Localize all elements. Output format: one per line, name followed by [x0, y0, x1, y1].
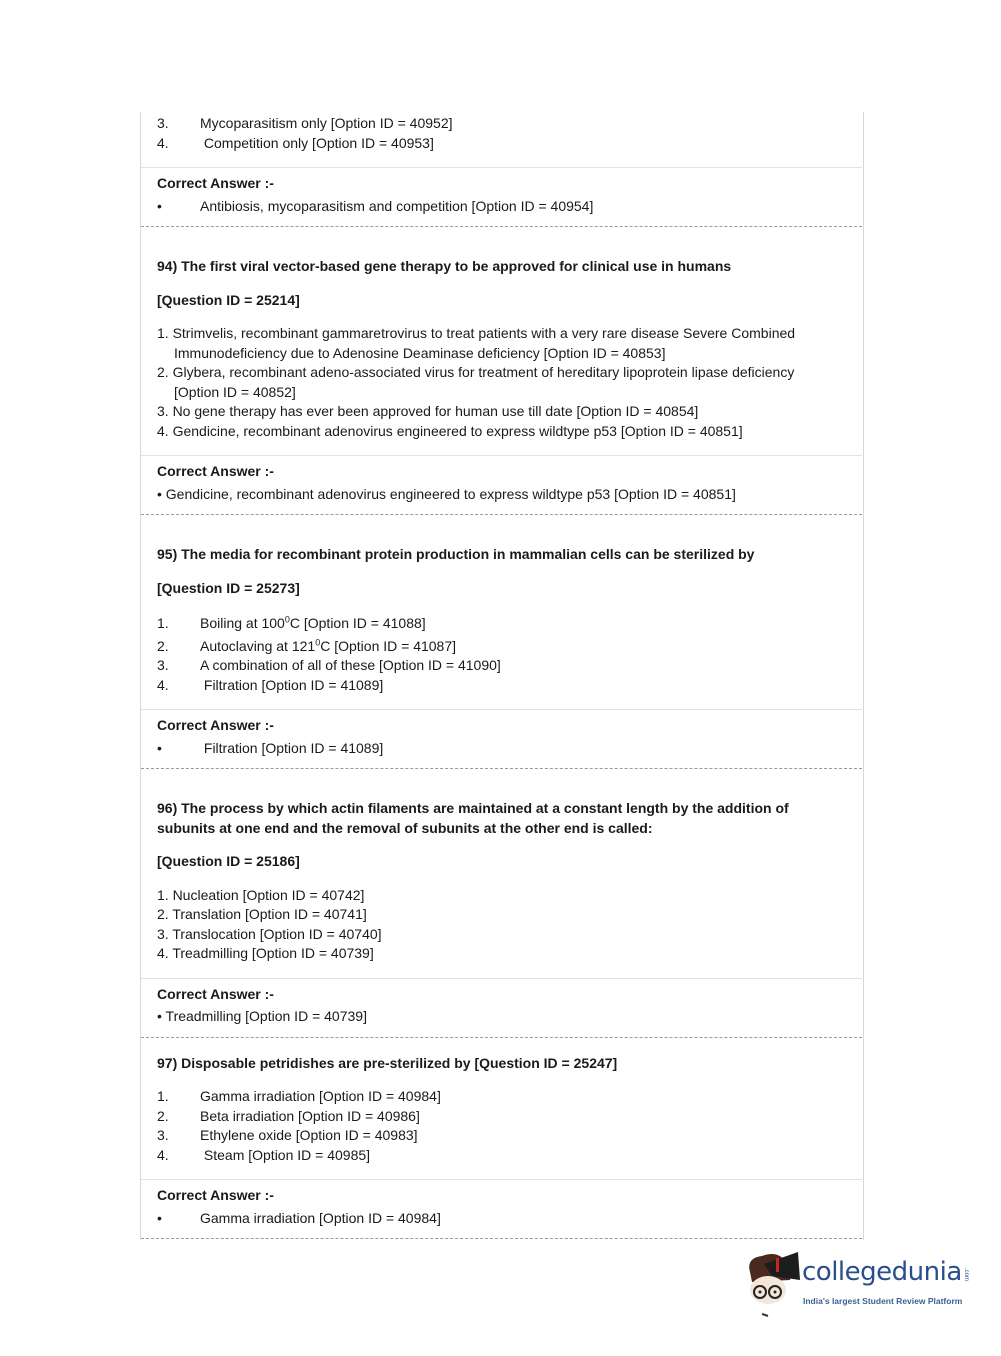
q93-options	[157, 114, 847, 153]
option-text: C [Option ID = 41088]	[289, 615, 426, 631]
question-title: 94) The first viral vector-based gene therapy to be approved for clinical use in humans	[157, 258, 732, 274]
logo-tagline: India's largest Student Review Platform	[803, 1296, 963, 1306]
logo-wordmark-group	[802, 1256, 969, 1288]
option-number: 4.	[157, 1146, 169, 1163]
option: 3. Translocation [Option ID = 40740]	[157, 925, 382, 942]
option: 1. Nucleation [Option ID = 40742]	[157, 886, 365, 903]
option-number: 3.	[157, 657, 169, 673]
option: 4. Gendicine, recombinant adenovirus engineered to express wildtype p53 [Option ID = 40851]	[157, 422, 743, 439]
option-text: Filtration [Option ID = 41089]	[200, 676, 384, 693]
option-text: A combination of all of these [Option ID = 41090]	[200, 657, 501, 673]
answer-label: Correct Answer :-	[157, 985, 274, 1002]
answer-label: Correct Answer :-	[157, 175, 274, 191]
option-text: Steam [Option ID = 40985]	[200, 1146, 371, 1163]
option-number: 2.	[157, 637, 169, 654]
mascot-icon	[742, 1250, 802, 1320]
q97-options	[157, 1087, 847, 1165]
degree-sup: 0	[284, 614, 290, 625]
option-text: Boiling at 100	[200, 615, 285, 631]
logo-wordmark: collegedunia	[802, 1257, 962, 1287]
option	[157, 1107, 847, 1127]
option-number: 2.	[157, 1107, 169, 1124]
option	[157, 1126, 847, 1146]
question-flow	[157, 114, 847, 1239]
option	[157, 637, 847, 657]
question-id: [Question ID = 25186]	[157, 853, 300, 869]
option-text: C [Option ID = 41087]	[320, 637, 457, 654]
option	[157, 656, 847, 676]
option-number: 3.	[157, 115, 169, 131]
option: 4. Treadmilling [Option ID = 40739]	[157, 945, 374, 961]
answer-text: • Treadmilling [Option ID = 40739]	[157, 1008, 367, 1024]
q97-answer	[157, 1186, 847, 1228]
option: 2. Translation [Option ID = 40741]	[157, 906, 367, 922]
option-number: 3.	[157, 1127, 169, 1143]
divider	[141, 1238, 862, 1239]
option	[157, 114, 847, 134]
q95-answer	[157, 716, 847, 758]
option: 1. Strimvelis, recombinant gammaretrovirus to treat patients with a very rare disease Severe Combined Immunodeficiency due to Adenosine Deaminase deficiency [Option ID = 40853]	[157, 325, 796, 361]
question-title: 95) The media for recombinant protein production in mammalian cells can be sterilized by	[157, 546, 755, 562]
question-title: 96) The process by which actin filaments are maintained at a constant length by the addition of subunits at one end and the removal of subunits at the other end is called:	[157, 800, 789, 836]
answer-text: Gamma irradiation [Option ID = 40984]	[200, 1209, 441, 1226]
q95-options	[157, 614, 847, 695]
answer-label: Correct Answer :-	[157, 463, 274, 479]
option: 3. No gene therapy has ever been approved for human use till date [Option ID = 40854]	[157, 403, 699, 419]
option-text: Beta irradiation [Option ID = 40986]	[200, 1107, 420, 1124]
question-id: [Question ID = 25214]	[157, 291, 300, 308]
collegedunia-logo	[742, 1250, 982, 1320]
answer-text: • Gendicine, recombinant adenovirus engineered to express wildtype p53 [Option ID = 40851]	[157, 485, 736, 502]
answer-text: Filtration [Option ID = 41089]	[200, 739, 384, 756]
bullet: •	[157, 739, 162, 756]
bullet: •	[157, 197, 162, 214]
question-id: [Question ID = 25273]	[157, 579, 300, 596]
q94-answer	[157, 462, 847, 504]
option	[157, 676, 847, 696]
answer-label: Correct Answer :-	[157, 717, 274, 733]
option-text: Mycoparasitism only [Option ID = 40952]	[200, 115, 453, 131]
option	[157, 614, 847, 634]
option	[157, 134, 847, 154]
option-number: 4.	[157, 134, 169, 151]
q94-options	[157, 324, 817, 441]
option	[157, 1087, 847, 1107]
question-title: 97) Disposable petridishes are pre-sterilized by [Question ID = 25247]	[157, 1054, 618, 1071]
bullet: •	[157, 1209, 162, 1226]
option-text: Ethylene oxide [Option ID = 40983]	[200, 1127, 418, 1143]
option	[157, 1146, 847, 1166]
q96-answer	[157, 985, 847, 1027]
option-number: 1.	[157, 1088, 169, 1104]
answer-text: Antibiosis, mycoparasitism and competition [Option ID = 40954]	[200, 197, 594, 214]
option-number: 4.	[157, 676, 169, 693]
option: 2. Glybera, recombinant adeno-associated virus for treatment of hereditary lipoprotein lipase deficiency [Option ID = 40852]	[157, 364, 795, 400]
option-number: 1.	[157, 615, 169, 631]
degree-sup: 0	[315, 636, 321, 647]
option-text: Autoclaving at 121	[200, 637, 316, 654]
option-text: Gamma irradiation [Option ID = 40984]	[200, 1088, 441, 1104]
q96-options	[157, 886, 847, 964]
option-text: Competition only [Option ID = 40953]	[200, 134, 434, 151]
logo-suffix: .com	[962, 1268, 969, 1282]
q93-answer	[157, 174, 847, 216]
answer-label: Correct Answer :-	[157, 1187, 274, 1203]
